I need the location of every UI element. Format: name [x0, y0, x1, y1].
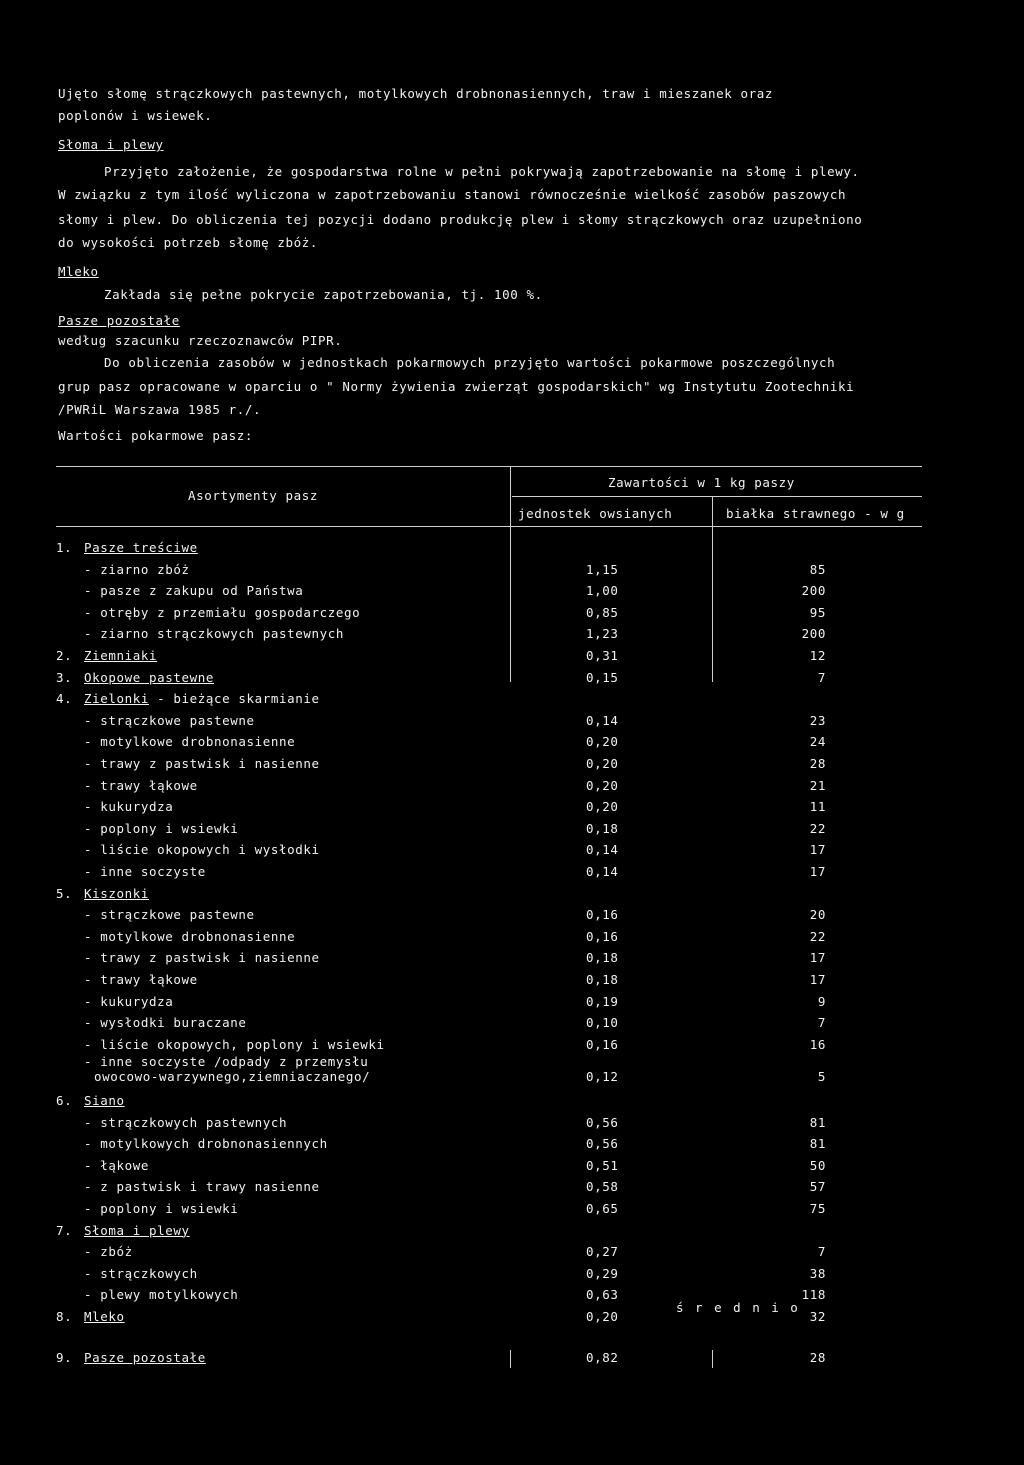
- row-units-value: 0,82: [586, 1350, 619, 1365]
- group-number: 3.: [56, 669, 73, 685]
- table-row: [0, 994, 1024, 1014]
- row-protein-value: 22: [809, 928, 826, 944]
- section-heading-milk: Mleko: [58, 264, 99, 279]
- group-title: [84, 1309, 125, 1324]
- group-number: 7.: [56, 1222, 73, 1238]
- row-units-value: 0,20: [586, 756, 619, 771]
- row-protein-value: 50: [809, 1157, 826, 1173]
- section-heading-other: Pasze pozostałe: [58, 313, 180, 328]
- row-units-value: 0,20: [586, 1308, 619, 1324]
- row-protein-value: 24: [809, 734, 826, 750]
- row-units-value: 0,16: [586, 1036, 619, 1052]
- row-number: 9.: [56, 1350, 73, 1365]
- table-row: [0, 734, 1024, 754]
- row-label: - poplony i wsiewki: [84, 1200, 239, 1216]
- row-label: - liście okopowych i wysłodki: [84, 842, 320, 858]
- group-title-text: Ziemniaki: [84, 648, 158, 663]
- intro-line-2: poplonów i wsiewek.: [58, 108, 213, 123]
- row-protein-value: 81: [809, 1136, 826, 1152]
- group-title-text: Siano: [84, 1092, 125, 1108]
- group-title: [84, 670, 214, 685]
- row-protein-value: 17: [809, 950, 826, 966]
- row-units-value: 0,14: [586, 842, 619, 858]
- row-protein-value: 11: [809, 799, 826, 815]
- row-protein-value: 17: [809, 972, 826, 987]
- table-row: [0, 1115, 1024, 1135]
- row-label: - motylkowe drobnonasienne: [84, 734, 296, 750]
- table-row: [0, 1287, 1024, 1307]
- row-units-value: 0,18: [586, 950, 619, 966]
- group-title-text: Kiszonki: [84, 885, 150, 901]
- row-label: - łąkowe: [84, 1157, 150, 1173]
- table-row: [0, 842, 1024, 862]
- straw-para-3: słomy i plew. Do obliczenia tej pozycji dodano produkcję plew i słomy strączkowych oraz uzupełniono: [58, 212, 863, 227]
- table-row-group-header: [0, 648, 1024, 668]
- col-header-units: jednostek owsianych: [518, 506, 673, 521]
- group-title-text: Mleko: [84, 1308, 125, 1324]
- row-label: - otręby z przemiału gospodarczego: [84, 604, 361, 620]
- row-units-value: 0,12: [586, 1069, 619, 1085]
- table-row-group-header: [0, 1093, 1024, 1113]
- other-para-4: /PWRiL Warszawa 1985 r./.: [58, 402, 262, 417]
- table-row: [0, 972, 1024, 992]
- table-row: [0, 1136, 1024, 1156]
- row-label: - pasze z zakupu od Państwa: [84, 583, 304, 599]
- row-label: - z pastwisk i trawy nasienne: [84, 1179, 320, 1195]
- table-row-last: [0, 1350, 1024, 1370]
- row-units-value: 0,58: [586, 1179, 619, 1195]
- row-units-value: 0,16: [586, 907, 619, 923]
- row-protein-value: 12: [809, 648, 826, 663]
- group-number: 5.: [56, 885, 73, 901]
- table-row: [0, 907, 1024, 927]
- row-units-value: 0,51: [586, 1157, 619, 1173]
- row-units-value: 0,63: [586, 1287, 619, 1303]
- table-row: [0, 756, 1024, 776]
- row-label: - motylkowych drobnonasiennych: [84, 1136, 328, 1152]
- row-protein-value: 16: [809, 1036, 826, 1052]
- row-protein-value: 28: [809, 756, 826, 771]
- row-units-value: 0,20: [586, 799, 619, 815]
- straw-para-2: W związku z tym ilość wyliczona w zapotrzebowaniu stanowi równocześnie wielkość zasobów paszowych: [58, 187, 847, 202]
- row-units-value: 0,15: [586, 669, 619, 685]
- straw-para-1: Przyjęto założenie, że gospodarstwa rolne w pełni pokrywają zapotrzebowanie na słomę i plewy.: [104, 164, 860, 179]
- row-units-value: 0,10: [586, 1015, 619, 1031]
- group-number: 1.: [56, 540, 73, 555]
- row-label: - motylkowe drobnonasienne: [84, 928, 296, 944]
- row-protein-value: 118: [801, 1287, 826, 1303]
- row-units-value: 0,56: [586, 1114, 619, 1130]
- row-label: - plewy motylkowych: [84, 1287, 239, 1303]
- other-para-2: Do obliczenia zasobów w jednostkach pokarmowych przyjęto wartości pokarmowe poszczególnych: [104, 355, 836, 370]
- table-row: [0, 583, 1024, 603]
- table-row: [0, 1158, 1024, 1178]
- row-protein-value: 7: [817, 669, 826, 685]
- row-units-value: 0,16: [586, 928, 619, 944]
- row-units-value: 0,14: [586, 712, 619, 728]
- row-protein-value: 28: [809, 1350, 826, 1365]
- row-protein-value: 81: [809, 1114, 826, 1130]
- row-protein-value: 17: [809, 864, 826, 879]
- row-protein-value: 200: [801, 583, 826, 599]
- other-para-3: grup pasz opracowane w oparciu o " Normy żywienia zwierząt gospodarskich" wg Instytutu Zootechniki: [58, 379, 855, 394]
- table-row: [0, 713, 1024, 733]
- row-protein-value: 75: [809, 1200, 826, 1216]
- table-row-group-header: [0, 540, 1024, 560]
- group-title: [84, 691, 320, 706]
- row-label: - inne soczyste /odpady z przemysłu: [84, 1054, 369, 1070]
- table-row: [0, 1244, 1024, 1264]
- row-units-value: 0,31: [586, 648, 619, 663]
- row-protein-value: 38: [809, 1265, 826, 1281]
- row-label: - ziarno zbóż: [84, 561, 190, 577]
- row-label: - strączkowe pastewne: [84, 907, 255, 923]
- col-header-content: Zawartości w 1 kg paszy: [608, 475, 795, 490]
- table-row: [0, 1266, 1024, 1286]
- row-label: - kukurydza: [84, 993, 174, 1009]
- table-row: [0, 626, 1024, 646]
- row-label: - strączkowych pastewnych: [84, 1114, 288, 1130]
- row-label: - zbóż: [84, 1244, 133, 1260]
- row-units-value: 0,20: [586, 777, 619, 793]
- row-units-value: 0,29: [586, 1265, 619, 1281]
- last-row-divider-2: [712, 1350, 713, 1368]
- group-number: 8.: [56, 1308, 73, 1324]
- milk-para-1: Zakłada się pełne pokrycie zapotrzebowania, tj. 100 %.: [104, 287, 543, 302]
- group-number: 2.: [56, 648, 73, 663]
- straw-para-4: do wysokości potrzeb słomę zbóż.: [58, 235, 319, 250]
- group-title-text: Okopowe pastewne: [84, 669, 215, 685]
- row-label: - poplony i wsiewki: [84, 820, 239, 836]
- row-units-value: 1,15: [586, 561, 619, 577]
- group-title: [84, 1223, 190, 1238]
- row-units-value: 0,85: [586, 604, 619, 620]
- intro-line-1: Ujęto słomę strączkowych pastewnych, motylkowych drobnonasiennych, traw i mieszanek oraz: [58, 86, 774, 101]
- row-protein-value: 32: [809, 1308, 826, 1324]
- row-label: - kukurydza: [84, 799, 174, 815]
- col-header-assortment: Asortymenty pasz: [188, 488, 319, 503]
- group-title: [84, 1093, 125, 1108]
- row-units-value: 0,56: [586, 1136, 619, 1152]
- row-protein-value: 17: [809, 842, 826, 858]
- row-protein-value: 20: [809, 907, 826, 923]
- table-top-rule: [56, 466, 922, 467]
- row-label: - liście okopowych, poplony i wsiewki: [84, 1036, 385, 1052]
- col-header-protein: białka strawnego - w g: [726, 506, 905, 521]
- group-title-text: Słoma i plewy: [84, 1222, 190, 1238]
- group-number: 4.: [56, 691, 73, 707]
- row-label: - strączkowe pastewne: [84, 712, 255, 728]
- table-row-group-header: [0, 691, 1024, 711]
- row-units-value: 1,23: [586, 626, 619, 642]
- row-label-continued: owocowo-warzywnego,ziemniaczanego/: [94, 1069, 371, 1085]
- section-heading-straw: Słoma i plewy: [58, 137, 164, 152]
- row-units-value: 0,27: [586, 1244, 619, 1260]
- row-label: - strączkowych: [84, 1265, 198, 1281]
- table-row-continuation: [0, 1069, 1024, 1089]
- row-label: - trawy z pastwisk i nasienne: [84, 756, 320, 771]
- row-label: Pasze pozostałe: [84, 1350, 206, 1365]
- row-protein-value: 7: [817, 1015, 826, 1031]
- table-row-group-header: [0, 1223, 1024, 1243]
- group-title: [84, 540, 198, 555]
- row-protein-value: 85: [809, 561, 826, 577]
- table-row-group-header: [0, 886, 1024, 906]
- group-title-text: Zielonki: [84, 691, 150, 707]
- average-label: ś r e d n i o: [676, 1300, 800, 1315]
- table-row: [0, 799, 1024, 819]
- table-row: [0, 929, 1024, 949]
- group-title: [84, 886, 149, 901]
- row-label: - trawy z pastwisk i nasienne: [84, 950, 320, 966]
- table-row: [0, 778, 1024, 798]
- table-subheader-rule: [512, 496, 922, 497]
- row-units-value: 0,14: [586, 864, 619, 879]
- row-protein-value: 21: [809, 777, 826, 793]
- table-header-bottom-rule: [56, 526, 922, 527]
- row-protein-value: 5: [817, 1069, 826, 1085]
- table-row: [0, 950, 1024, 970]
- group-title: [84, 648, 157, 663]
- group-number: 6.: [56, 1092, 73, 1108]
- row-units-value: 0,65: [586, 1200, 619, 1216]
- table-row: [0, 821, 1024, 841]
- group-title-text: Pasze treściwe: [84, 540, 198, 555]
- table-row: [0, 605, 1024, 625]
- table-row: [0, 1201, 1024, 1221]
- row-units-value: 0,20: [586, 734, 619, 750]
- table-row-group-header: [0, 1309, 1024, 1329]
- row-label: - trawy łąkowe: [84, 972, 198, 987]
- table-row: [0, 1179, 1024, 1199]
- row-protein-value: 23: [809, 712, 826, 728]
- values-caption: Wartości pokarmowe pasz:: [58, 428, 254, 443]
- row-units-value: 0,19: [586, 993, 619, 1009]
- row-protein-value: 22: [809, 820, 826, 836]
- row-protein-value: 9: [817, 993, 826, 1009]
- row-label: - inne soczyste: [84, 864, 206, 879]
- row-protein-value: 95: [809, 604, 826, 620]
- table-row-group-header: [0, 670, 1024, 690]
- row-label: - trawy łąkowe: [84, 777, 198, 793]
- row-units-value: 0,18: [586, 820, 619, 836]
- table-row: [0, 864, 1024, 884]
- last-row-divider-1: [510, 1350, 511, 1368]
- row-label: - wysłodki buraczane: [84, 1015, 247, 1031]
- row-protein-value: 57: [809, 1179, 826, 1195]
- table-row: [0, 562, 1024, 582]
- group-title-suffix: - bieżące skarmianie: [149, 691, 320, 707]
- row-units-value: 1,00: [586, 583, 619, 599]
- table-row: [0, 1015, 1024, 1035]
- row-protein-value: 7: [817, 1244, 826, 1260]
- row-protein-value: 200: [801, 626, 826, 642]
- other-para-1: według szacunku rzeczoznawców PIPR.: [58, 333, 343, 348]
- row-label: - ziarno strączkowych pastewnych: [84, 626, 345, 642]
- row-units-value: 0,18: [586, 972, 619, 987]
